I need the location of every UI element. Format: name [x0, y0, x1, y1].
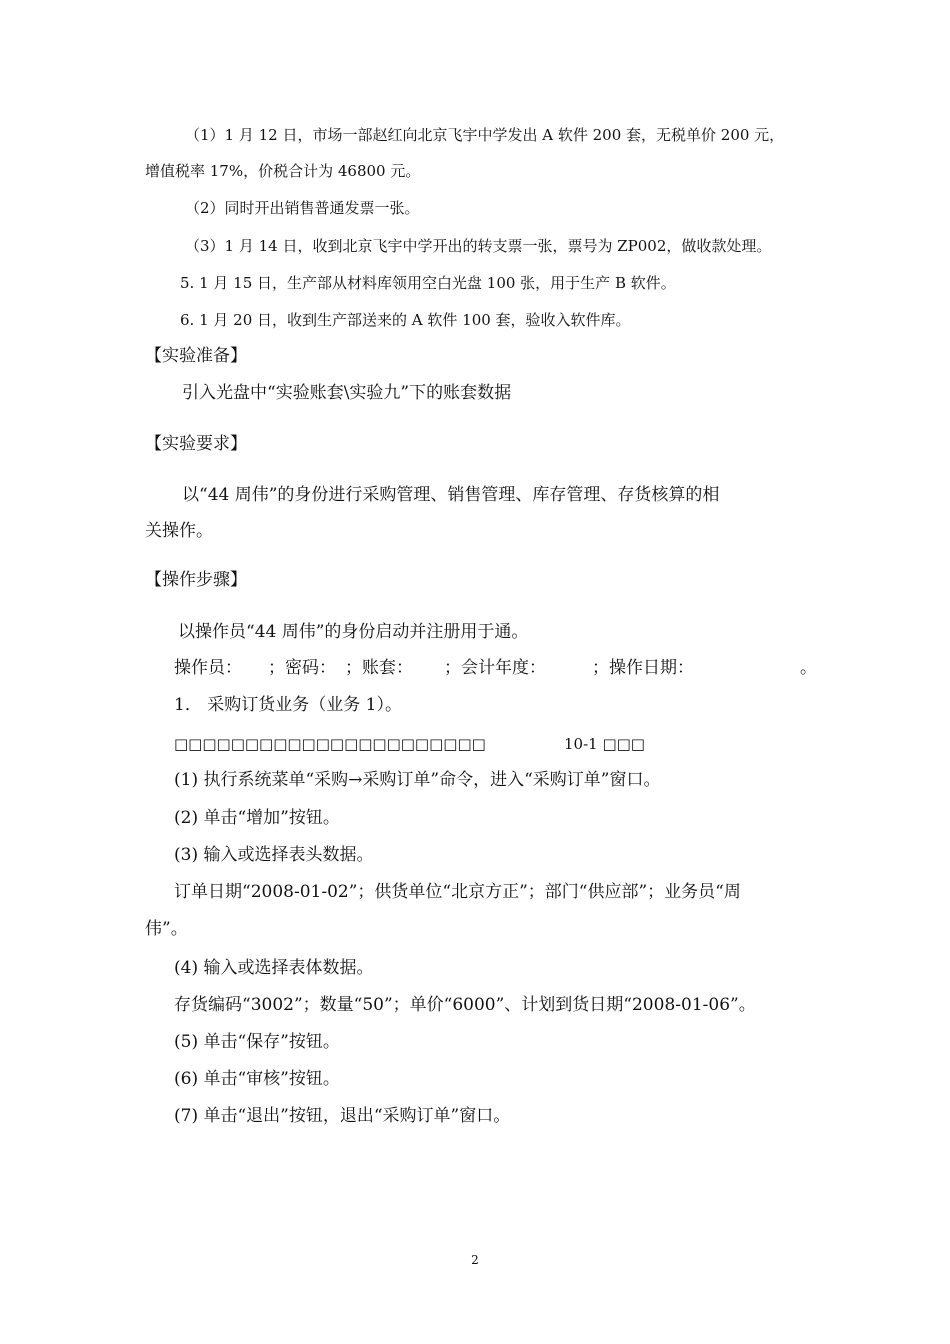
section-heading-steps: 【操作步骤】	[145, 570, 247, 590]
period-mark: 。	[800, 658, 817, 678]
account-label: ；账套：	[345, 658, 413, 678]
paragraph-business-5: 5. 1 月 15 日，生产部从材料库领用空白光盘 100 张，用于生产 B 软件。	[180, 274, 676, 292]
requirements-text-line2: 关操作。	[145, 521, 213, 541]
page-number: 2	[471, 1253, 479, 1267]
garbled-line-right: 10-1 □□□	[564, 735, 645, 753]
step-1: (1) 执行系统菜单“采购→采购订单”命令，进入“采购订单”窗口。	[174, 770, 661, 790]
header-data-line1: 订单日期“2008-01-02”；供货单位“北京方正”；部门“供应部”；业务员“周	[174, 882, 741, 902]
step-7: (7) 单击“退出”按钮，退出“采购订单”窗口。	[174, 1106, 511, 1126]
fiscal-year-label: ；会计年度：	[444, 658, 546, 678]
task-1-title: 1． 采购订货业务（业务 1）。	[174, 695, 402, 715]
operator-label: 操作员：	[174, 658, 242, 678]
step-2: (2) 单击“增加”按钮。	[174, 808, 340, 828]
header-data-line2: 伟”。	[145, 919, 188, 939]
step-5: (5) 单击“保存”按钮。	[174, 1032, 340, 1052]
paragraph-business-4-2: （2）同时开出销售普通发票一张。	[185, 199, 420, 217]
paragraph-business-4-1: （1）1 月 12 日，市场一部赵红向北京飞宇中学发出 A 软件 200 套，无税单价 200 元，	[185, 126, 785, 144]
section-heading-requirements: 【实验要求】	[145, 434, 247, 454]
step-6: (6) 单击“审核”按钮。	[174, 1069, 340, 1089]
prep-text: 引入光盘中“实验账套\实验九”下的账套数据	[182, 383, 512, 403]
paragraph-business-4-3: （3）1 月 14 日，收到北京飞宇中学开出的转支票一张，票号为 ZP002，做收款处理。	[185, 237, 772, 255]
section-heading-prep: 【实验准备】	[145, 346, 247, 366]
login-instruction: 以操作员“44 周伟”的身份启动并注册用于通。	[178, 622, 529, 642]
body-data-line: 存货编码“3002”；数量“50”；单价“6000”、计划到货日期“2008-01-06”。	[174, 995, 756, 1015]
step-4: (4) 输入或选择表体数据。	[174, 958, 374, 978]
step-3: (3) 输入或选择表头数据。	[174, 845, 374, 865]
paragraph-business-6: 6. 1 月 20 日，收到生产部送来的 A 软件 100 套，验收入软件库。	[180, 311, 631, 329]
garbled-line-left: □□□□□□□□□□□□□□□□□□□□□□	[174, 735, 486, 753]
password-label: ；密码：	[268, 658, 336, 678]
operation-date-label: ；操作日期：	[592, 658, 694, 678]
requirements-text-line1: 以“44 周伟”的身份进行采购管理、销售管理、库存管理、存货核算的相	[182, 485, 720, 505]
paragraph-business-4-1-cont: 增值税率 17%，价税合计为 46800 元。	[145, 162, 421, 180]
